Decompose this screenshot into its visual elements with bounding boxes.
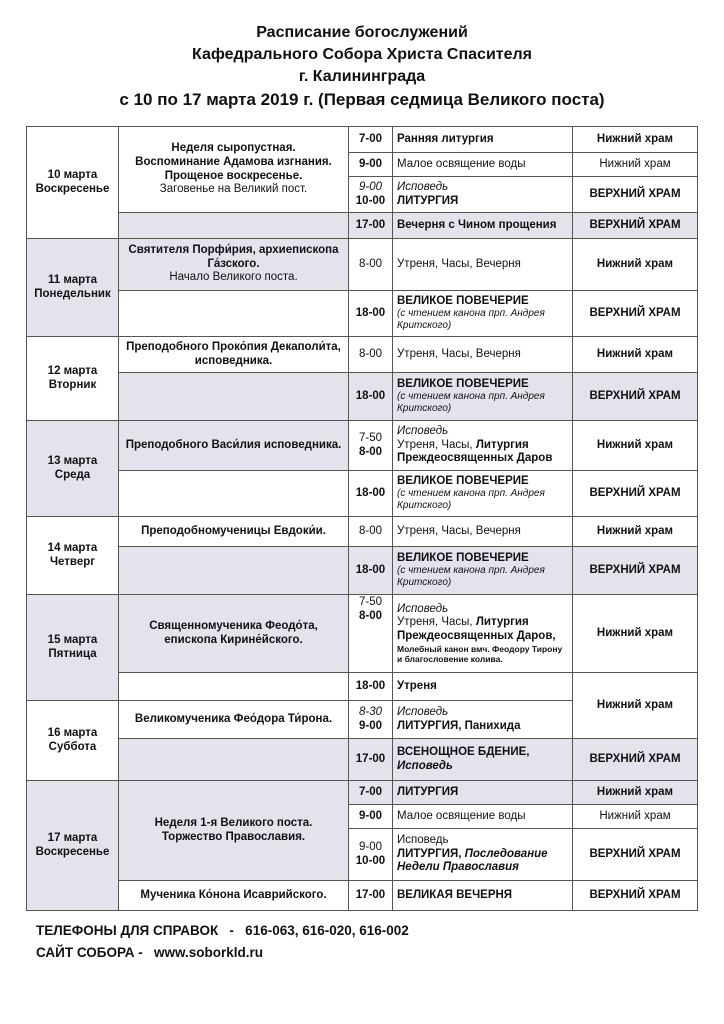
feast-title: Преподобного Васи́лия исповедника.: [125, 438, 342, 451]
place-cell: Нижний храм: [573, 805, 698, 829]
date-label: 16 марта: [47, 726, 98, 739]
place-cell: Нижний храм: [573, 239, 698, 291]
weekday-label: Вторник: [48, 378, 97, 391]
time-value: 9-00: [358, 719, 383, 732]
time-cell: 17-00: [349, 739, 393, 781]
time-value: 9-00: [358, 840, 383, 853]
feast-title: Неделя сыропустная.: [171, 141, 296, 154]
weekday-label: Четверг: [49, 555, 96, 568]
feast-title: Воспоминание Адамова изгнания.: [135, 155, 332, 168]
date-cell: [27, 337, 119, 421]
table-row: [27, 337, 698, 373]
date-label: 14 марта: [47, 541, 98, 554]
feast-cell: [119, 701, 349, 739]
feast-cell-empty: [119, 547, 349, 595]
feast-cell: [119, 781, 349, 881]
service-name: ВЕЛИКОЕ ПОВЕЧЕРИЕ: [397, 377, 529, 390]
table-row: [27, 471, 698, 517]
time-value: 8-00: [358, 609, 383, 622]
service-cell: [393, 421, 573, 471]
feast-cell: [119, 517, 349, 547]
service-name: Исповедь: [397, 424, 449, 437]
place-cell: ВЕРХНИЙ ХРАМ: [573, 177, 698, 213]
service-cell: Утреня, Часы, Вечерня: [393, 517, 573, 547]
place-cell: ВЕРХНИЙ ХРАМ: [573, 547, 698, 595]
time-cell: 18-00: [349, 291, 393, 337]
feast-title: Преподобномученицы Евдоки́и.: [141, 524, 326, 537]
time-cell: 8-00: [349, 517, 393, 547]
service-name: ЛИТУРГИЯ: [397, 194, 459, 207]
time-cell: 9-00: [349, 153, 393, 177]
service-note: (с чтением канона прп. Андрея Критского): [397, 565, 545, 589]
feast-title: Святителя Порфи́рия, архиепископа Га́зского.: [128, 243, 339, 270]
service-cell: Ранняя литургия: [393, 127, 573, 153]
service-name: ЛИТУРГИЯ,: [397, 847, 462, 860]
weekday-label: Воскресенье: [35, 845, 110, 858]
service-name: Утреня, Часы,: [397, 438, 473, 451]
service-cell: Вечерня с Чином прощения: [393, 213, 573, 239]
time-cell: 9-00: [349, 805, 393, 829]
service-name: ЛИТУРГИЯ, Панихида: [397, 719, 521, 732]
table-row: [27, 291, 698, 337]
date-cell: [27, 239, 119, 337]
time-value: 8-30: [358, 705, 383, 718]
time-cell: [349, 829, 393, 881]
service-note: (с чтением канона прп. Андрея Критского): [397, 391, 545, 415]
time-cell: 7-00: [349, 781, 393, 805]
table-row: [27, 673, 698, 701]
date-cell: [27, 781, 119, 911]
service-cell: [393, 595, 573, 673]
place-cell: ВЕРХНИЙ ХРАМ: [573, 881, 698, 911]
service-cell: Утреня: [393, 673, 573, 701]
date-label: 15 марта: [47, 633, 98, 646]
table-row: [27, 781, 698, 805]
service-cell: [393, 373, 573, 421]
place-cell: Нижний храм: [573, 673, 698, 739]
service-name: ВЕЛИКОЕ ПОВЕЧЕРИЕ: [397, 474, 529, 487]
table-row: [27, 127, 698, 153]
date-label: 17 марта: [47, 831, 98, 844]
time-cell: [349, 421, 393, 471]
place-cell: Нижний храм: [573, 127, 698, 153]
weekday-label: Воскресенье: [35, 182, 110, 195]
time-cell: 8-00: [349, 239, 393, 291]
time-cell: [349, 701, 393, 739]
table-row: [27, 239, 698, 291]
date-cell: [27, 701, 119, 781]
date-cell: [27, 127, 119, 239]
feast-cell: [119, 337, 349, 373]
service-name: Исповедь: [397, 833, 449, 846]
service-name: Исповедь: [397, 759, 453, 772]
place-cell: ВЕРХНИЙ ХРАМ: [573, 373, 698, 421]
table-row: [27, 373, 698, 421]
weekday-label: Понедельник: [34, 287, 111, 300]
table-row: [27, 547, 698, 595]
time-cell: 18-00: [349, 673, 393, 701]
service-name: Утреня, Часы,: [397, 616, 473, 629]
feast-note: Начало Великого поста.: [169, 271, 298, 284]
page-header: [0, 22, 724, 112]
service-cell: [393, 829, 573, 881]
place-cell: Нижний храм: [573, 421, 698, 471]
time-cell: 18-00: [349, 547, 393, 595]
place-cell: ВЕРХНИЙ ХРАМ: [573, 213, 698, 239]
place-cell: Нижний храм: [573, 517, 698, 547]
table-row: [27, 881, 698, 911]
table-row: [27, 213, 698, 239]
place-cell: ВЕРХНИЙ ХРАМ: [573, 739, 698, 781]
service-cell: [393, 739, 573, 781]
time-cell: 18-00: [349, 373, 393, 421]
place-cell: ВЕРХНИЙ ХРАМ: [573, 471, 698, 517]
title-line-1: Расписание богослужений: [256, 24, 468, 41]
weekday-label: Пятница: [48, 647, 97, 660]
service-name: Исповедь: [397, 180, 449, 193]
time-value: 7-50: [358, 596, 383, 608]
time-value: 7-50: [358, 431, 383, 444]
service-cell: [393, 701, 573, 739]
date-cell: [27, 421, 119, 517]
time-cell: 8-00: [349, 337, 393, 373]
feast-title: Прощеное воскресенье.: [164, 169, 303, 182]
service-cell: Утреня, Часы, Вечерня: [393, 239, 573, 291]
time-cell: [349, 595, 393, 673]
feast-cell: [119, 595, 349, 673]
time-cell: 18-00: [349, 471, 393, 517]
service-cell: Утреня, Часы, Вечерня: [393, 337, 573, 373]
time-value: 10-00: [355, 194, 386, 207]
table-row: [27, 517, 698, 547]
title-line-4: с 10 по 17 марта 2019 г. (Первая седмица Великого поста): [119, 90, 605, 109]
schedule-table: [26, 126, 698, 911]
table-row: [27, 595, 698, 673]
service-cell: Малое освящение воды: [393, 153, 573, 177]
date-label: 11 марта: [47, 273, 97, 286]
time-cell: 7-00: [349, 127, 393, 153]
feast-title: Торжество Православия.: [161, 830, 306, 843]
service-name: Последование Недели Православия: [397, 847, 548, 874]
date-label: 12 марта: [47, 364, 98, 377]
feast-title: Священномученика Феодо́та, епископа Кирине́йского.: [149, 619, 318, 646]
service-name: ВЕЛИКОЕ ПОВЕЧЕРИЕ: [397, 294, 529, 307]
table-row: [27, 421, 698, 471]
service-cell: ВЕЛИКАЯ ВЕЧЕРНЯ: [393, 881, 573, 911]
time-cell: 17-00: [349, 881, 393, 911]
place-cell: Нижний храм: [573, 781, 698, 805]
feast-cell: [119, 881, 349, 911]
service-cell: [393, 547, 573, 595]
feast-cell-empty: [119, 213, 349, 239]
feast-cell-empty: [119, 373, 349, 421]
service-name: ВСЕНОЩНОЕ БДЕНИЕ,: [397, 745, 530, 758]
service-note: Молебный канон вмч. Феодору Тирону и благословение колива.: [397, 644, 563, 665]
service-name: Исповедь: [397, 602, 449, 615]
feast-title: Неделя 1-я Великого поста.: [154, 816, 313, 829]
service-cell: Малое освящение воды: [393, 805, 573, 829]
service-name: Литургия Преждеосвященных Даров,: [397, 616, 556, 643]
date-cell: [27, 517, 119, 595]
place-cell: ВЕРХНИЙ ХРАМ: [573, 291, 698, 337]
service-name: ВЕЛИКОЕ ПОВЕЧЕРИЕ: [397, 551, 529, 564]
service-cell: [393, 291, 573, 337]
time-value: 9-00: [358, 180, 383, 193]
feast-cell-empty: [119, 471, 349, 517]
service-cell: ЛИТУРГИЯ: [393, 781, 573, 805]
feast-cell: [119, 421, 349, 471]
time-cell: [349, 177, 393, 213]
weekday-label: Суббота: [48, 740, 97, 753]
service-name: Исповедь: [397, 705, 449, 718]
service-cell: [393, 177, 573, 213]
place-cell: Нижний храм: [573, 337, 698, 373]
time-cell: 17-00: [349, 213, 393, 239]
place-cell: Нижний храм: [573, 595, 698, 673]
site-line[interactable]: САЙТ СОБОРА - www.soborkld.ru: [36, 945, 264, 960]
feast-title: Мученика Ко́нона Исаврийского.: [140, 888, 327, 901]
place-cell: ВЕРХНИЙ ХРАМ: [573, 829, 698, 881]
place-cell: Нижний храм: [573, 153, 698, 177]
date-label: 10 марта: [47, 168, 98, 181]
service-cell: [393, 471, 573, 517]
time-value: 8-00: [358, 445, 383, 458]
time-value: 10-00: [355, 854, 386, 867]
service-note: (с чтением канона прп. Андрея Критского): [397, 488, 545, 512]
weekday-label: Среда: [54, 468, 91, 481]
title-line-3: г. Калининграда: [298, 68, 426, 85]
date-cell: [27, 595, 119, 701]
feast-cell-empty: [119, 739, 349, 781]
feast-cell-empty: [119, 673, 349, 701]
service-name: Литургия Преждеосвященных Даров: [397, 438, 553, 465]
feast-title: Великомученика Фео́дора Ти́рона.: [134, 712, 333, 725]
footer: [36, 920, 409, 964]
service-note: (с чтением канона прп. Андрея Критского): [397, 308, 545, 332]
phones-line: ТЕЛЕФОНЫ ДЛЯ СПРАВОК - 616-063, 616-020, 616-002: [36, 923, 409, 938]
title-line-2: Кафедрального Собора Христа Спасителя: [191, 46, 533, 63]
table-row: [27, 739, 698, 781]
feast-cell: [119, 127, 349, 213]
feast-title: Преподобного Проко́пия Декаполи́та, исповедника.: [126, 340, 341, 367]
feast-cell-empty: [119, 291, 349, 337]
date-label: 13 марта: [47, 454, 98, 467]
feast-note: Заговенье на Великий пост.: [159, 183, 308, 196]
feast-cell: [119, 239, 349, 291]
